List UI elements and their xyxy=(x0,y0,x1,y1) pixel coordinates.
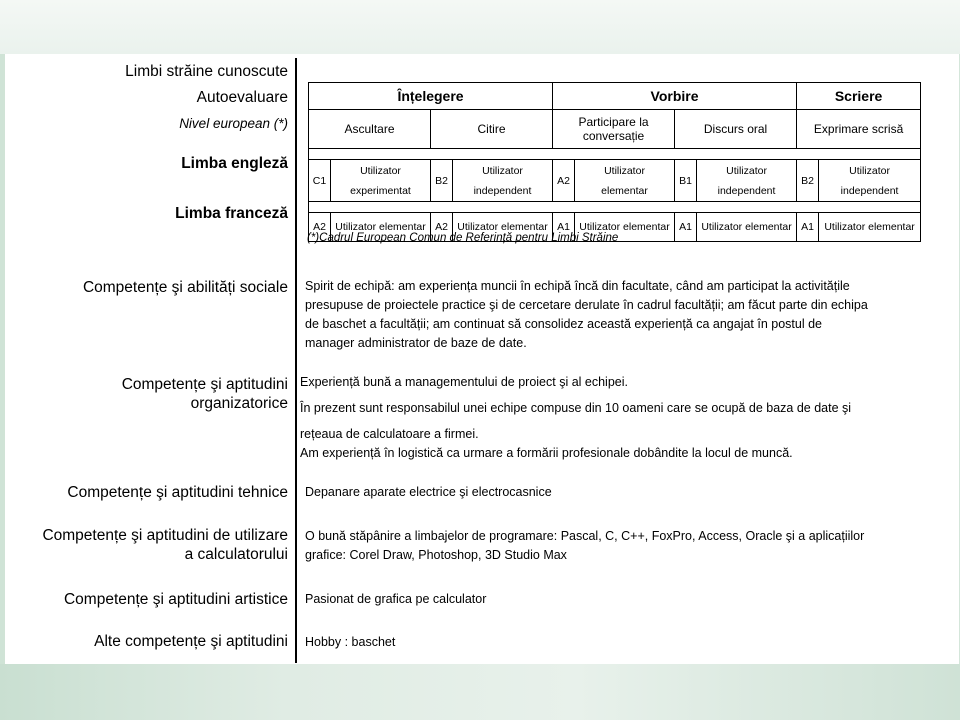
subheader-conversation: Participare la conversație xyxy=(553,110,675,149)
social-skills-text: Spirit de echipă: am experiența muncii în echipă încă din facultate, când am participat la activitățile presupuse de proiectele practice şi de cercetare derulate în cadrul facultății; am făcut parte din echipa de baschet a facultății; am continuat să consolidez această experiență ca angajat în postul de manager administrator de baze de date. xyxy=(305,279,868,350)
label-other: Alte competențe şi aptitudini xyxy=(94,633,288,650)
description-cell: Utilizator independent xyxy=(453,160,553,202)
footnote-cefr: (*)Cadrul European Comun de Referință pentru Limbi Străine xyxy=(307,232,619,244)
header-speaking: Vorbire xyxy=(553,83,797,110)
subheader-reading: Citire xyxy=(431,110,553,149)
vertical-divider xyxy=(295,58,297,663)
level-cell: C1 xyxy=(309,160,331,202)
level-cell: A1 xyxy=(553,213,575,242)
level-cell: A2 xyxy=(431,213,453,242)
top-band xyxy=(0,0,960,54)
subheader-oral: Discurs oral xyxy=(675,110,797,149)
computer-skills-text: O bună stăpânire a limbajelor de programare: Pascal, C, C++, FoxPro, Access, Oracle şi a aplicațiilor grafice: Corel Draw, Photoshop, 3D Studio Max xyxy=(305,529,865,562)
level-cell: A2 xyxy=(553,160,575,202)
header-understanding: Înțelegere xyxy=(309,83,553,110)
description-cell: Utilizator elementar xyxy=(453,213,553,242)
description-cell: Utilizator independent xyxy=(819,160,921,202)
label-organizational-1: Competențe şi aptitudini xyxy=(121,376,288,393)
description-cell: Utilizator independent xyxy=(697,160,797,202)
label-technical: Competențe şi aptitudini tehnice xyxy=(67,484,288,501)
label-european-level: Nivel european (*) xyxy=(179,116,288,131)
label-foreign-languages: Limbi străine cunoscute xyxy=(125,63,288,80)
other-skills-text: Hobby : baschet xyxy=(305,635,396,649)
label-english: Limba engleză xyxy=(181,155,288,172)
level-cell: B2 xyxy=(431,160,453,202)
label-artistic: Competențe şi aptitudini artistice xyxy=(63,591,288,608)
description-cell: Utilizator experimentat xyxy=(331,160,431,202)
description-cell: Utilizator elementar xyxy=(331,213,431,242)
description-cell: Utilizator elementar xyxy=(819,213,921,242)
level-cell: A2 xyxy=(309,213,331,242)
label-organizational-2: organizatorice xyxy=(190,395,288,412)
level-cell: B2 xyxy=(797,160,819,202)
languages-table xyxy=(308,82,921,242)
subheader-listening: Ascultare xyxy=(309,110,431,149)
bottom-band xyxy=(0,664,960,720)
level-cell: B1 xyxy=(675,160,697,202)
label-computer-1: Competențe şi aptitudini de utilizare xyxy=(42,527,288,544)
label-computer-2: a calculatorului xyxy=(184,546,288,563)
description-cell: Utilizator elementar xyxy=(697,213,797,242)
level-cell: A1 xyxy=(675,213,697,242)
level-cell: A1 xyxy=(797,213,819,242)
technical-skills-text: Depanare aparate electrice şi electrocasnice xyxy=(305,485,552,499)
organizational-skills-text: Experiență bună a managementului de proiect şi al echipei. În prezent sunt responsabilul unei echipe compuse din 10 oameni care se ocupă de baza de date şi rețeaua de calculatoare a firmei. Am experiență în logistică ca urmare a formării profesionale dobândite la locul de muncă. xyxy=(300,375,852,460)
label-french: Limba franceză xyxy=(175,205,288,222)
header-writing: Scriere xyxy=(797,83,921,110)
table-row-english xyxy=(309,160,921,202)
label-social: Competențe şi abilități sociale xyxy=(82,279,288,296)
artistic-skills-text: Pasionat de grafica pe calculator xyxy=(305,592,487,606)
label-self-assessment: Autoevaluare xyxy=(196,89,288,106)
description-cell: Utilizator elementar xyxy=(575,160,675,202)
description-cell: Utilizator elementar xyxy=(575,213,675,242)
subheader-written: Exprimare scrisă xyxy=(797,110,921,149)
